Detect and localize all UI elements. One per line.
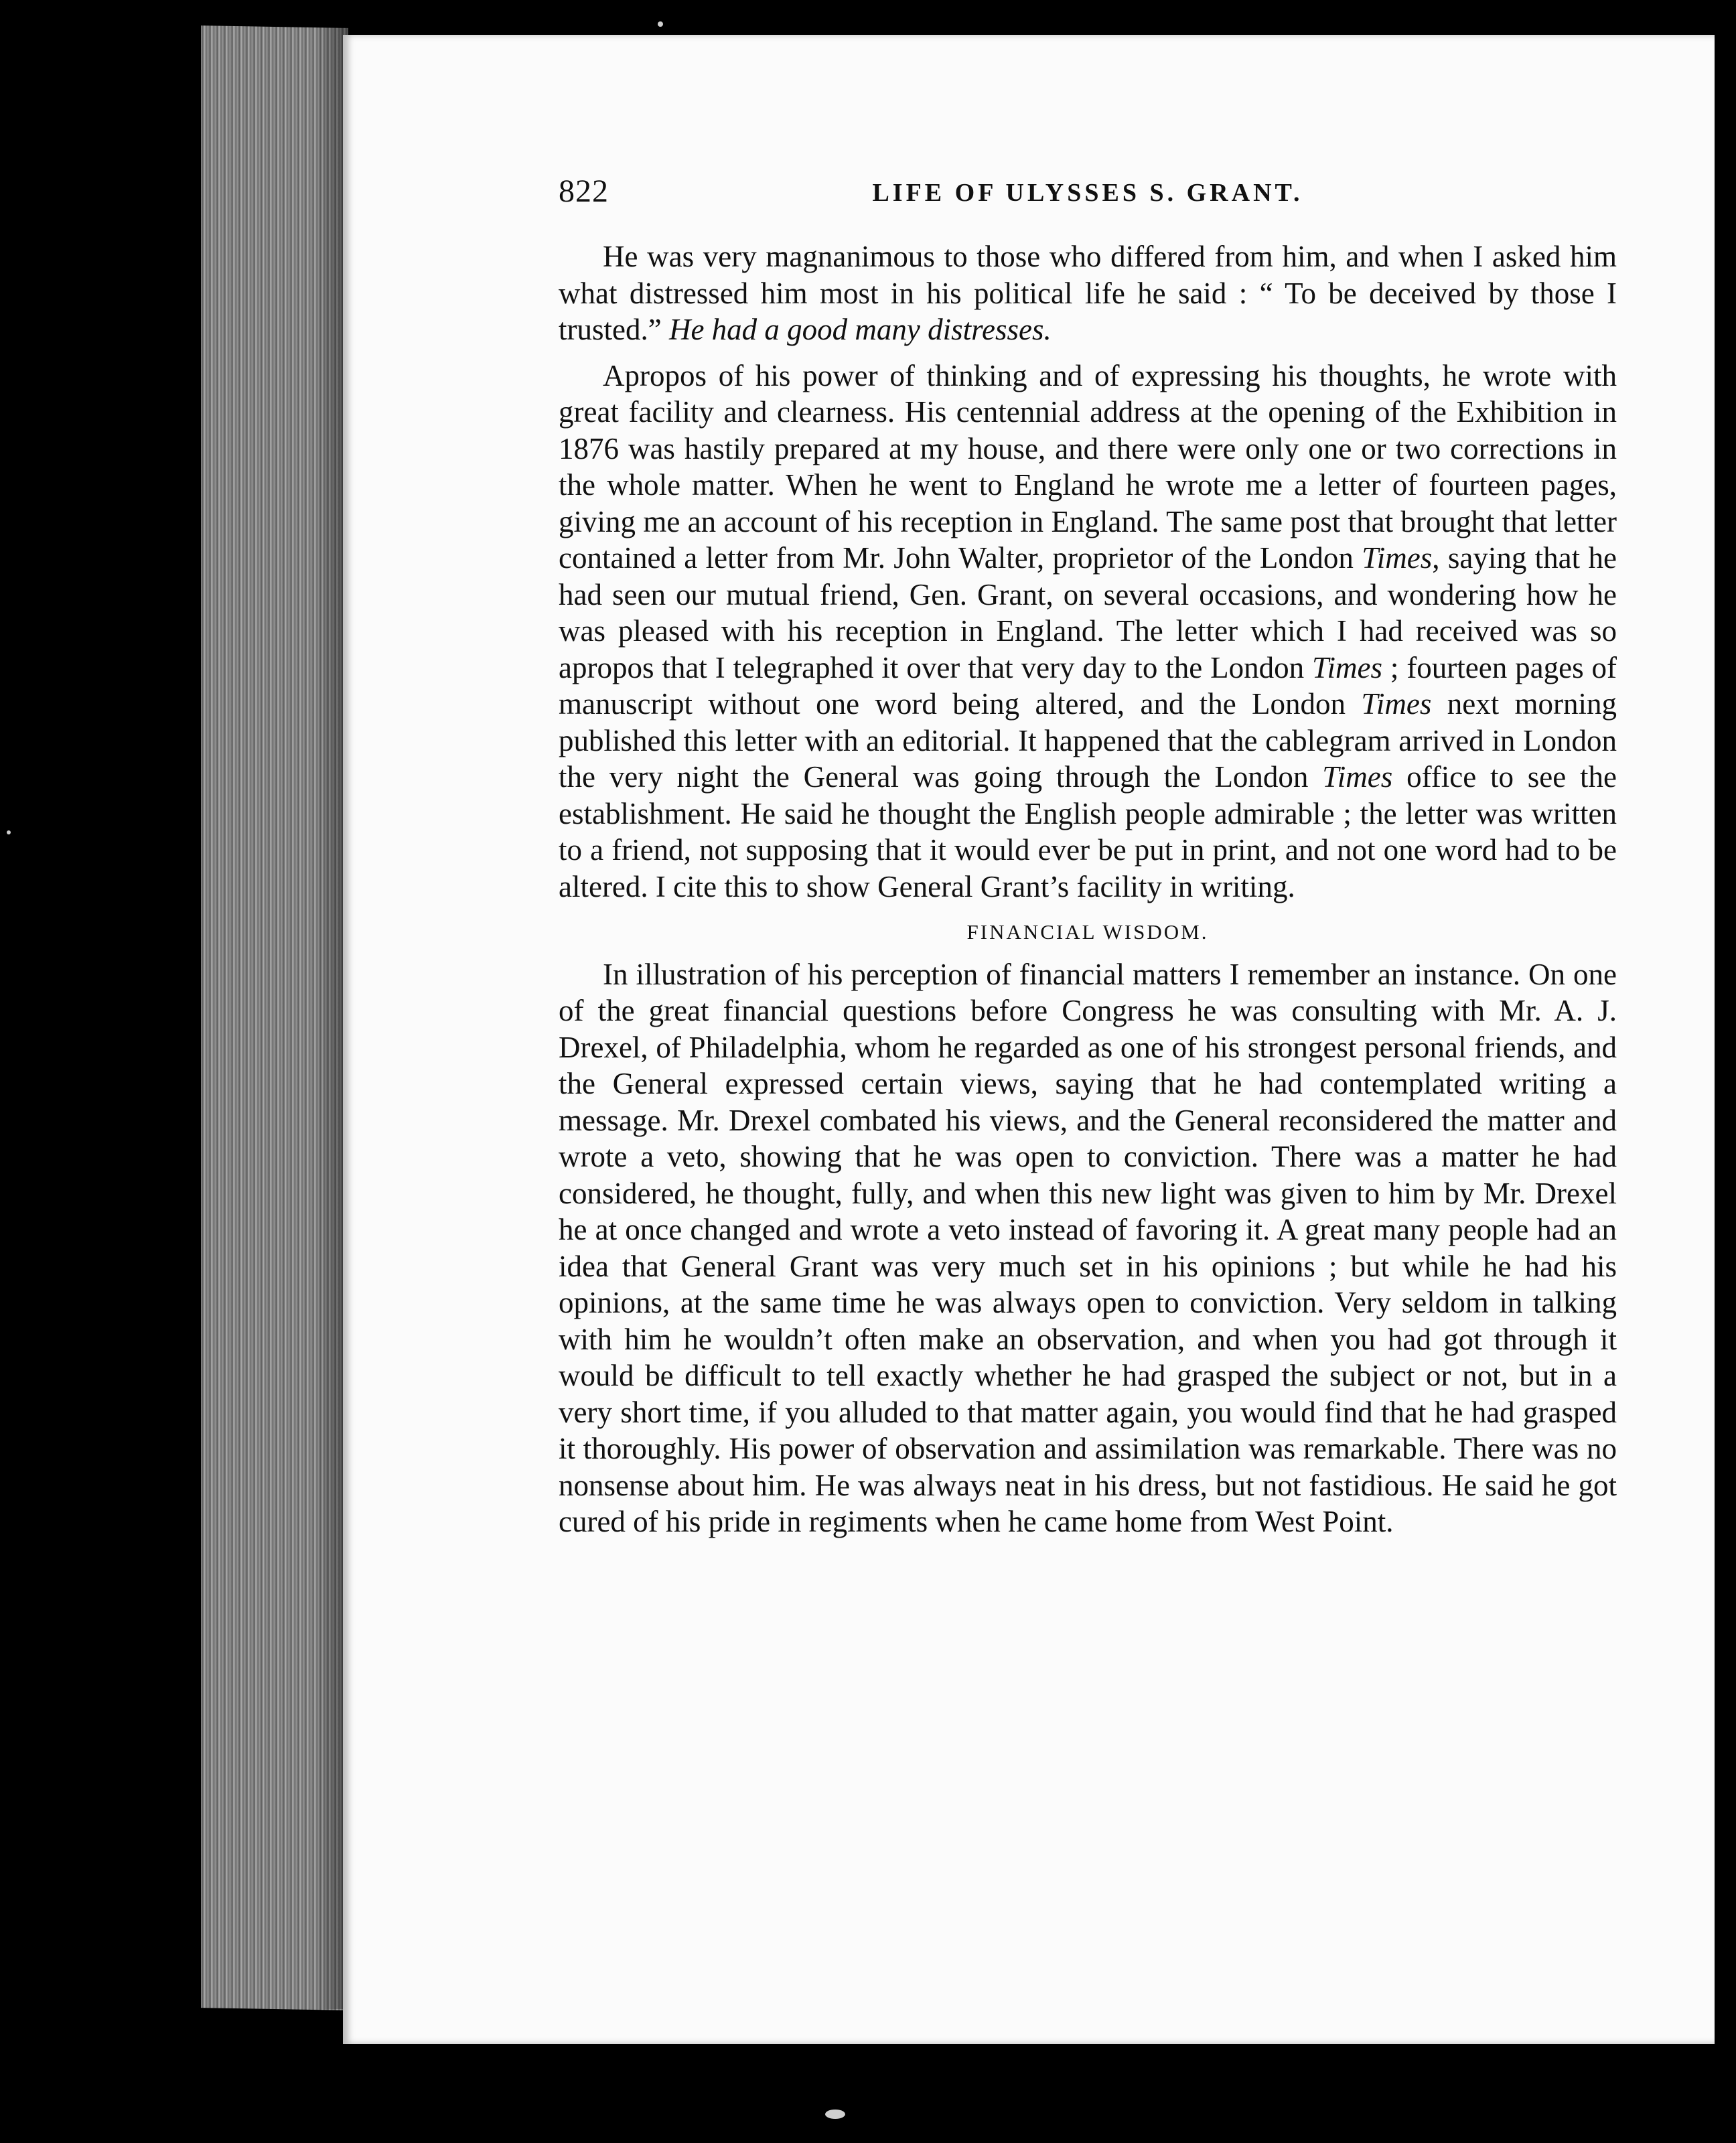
scan-speck: [7, 830, 11, 834]
text-block: [559, 173, 1617, 1550]
text-run-italic: Times: [1311, 650, 1383, 684]
text-run-italic: Times: [1361, 687, 1432, 721]
page-number: 822: [559, 173, 609, 209]
text-run: In illustration of his perception of financial matters I remember an instance. On one of the great financial questions before Congress he was consulting with Mr. A. J. Drexel, of Philadelphia, whom he regarded as one of his strongest personal friends, and the General expressed certain views, saying that he had contemplated writing a message. Mr. Drexel combated his views, and the General reconsidered the matter and wrote a veto, showing that he was open to conviction. There was a matter he had considered, he thought, fully, and when this new light was given to him by Mr. Drexel he at once changed and wrote a veto instead of favoring it. A great many people had an idea that General Grant was very much set in his opinions ; but while he had his opinions, at the same time he was always open to conviction. Very seldom in talking with him he wouldn’t often make an observation, and when you had got through it would be difficult to tell exactly whether he had grasped the subject or not, but in a very short time, if you alluded to that matter again, you would find that he had grasped it thoroughly. His power of observation and assimilation was remarkable. There was no nonsense about him. He was always neat in his dress, but not fastidious. He said he got cured of his pride in regiments when he came home from West Point.: [559, 957, 1617, 1538]
text-run-italic: Times: [1362, 541, 1433, 575]
scan-speck: [658, 21, 663, 27]
text-run: next morning published this letter with an editorial. It happened that the cablegram arrived in London the very night the General was going through the London: [559, 687, 1617, 794]
scan-speck: [825, 2110, 845, 2119]
text-run: Apropos of his power of thinking and of expressing his thoughts, he wrote with great facility and clearness. His centennial address at the opening of the Exhibition in 1876 was hastily prepared at my house, and there were only one or two corrections in the whole matter. When he went to England he wrote me a letter of fourteen pages, giving me an account of his reception in England. The same post that brought that letter contained a letter from Mr. John Walter, proprietor of the London: [559, 358, 1617, 575]
running-head: [559, 173, 1617, 226]
text-run: , saying that he had seen our mutual friend, Gen. Grant, on several occasions, and wondering how he was pleased with his reception in England. The letter which I had received was so apropos that I telegraphed it over that very day to the London: [559, 541, 1617, 684]
text-run: ; fourteen pages of manuscript without one word being altered, and the London: [559, 650, 1617, 721]
running-title: LIFE OF ULYSSES S. GRANT.: [872, 179, 1303, 207]
text-run-italic: Times: [1322, 760, 1393, 794]
book-page: [343, 35, 1715, 2044]
paragraph-financial-wisdom: [559, 956, 1617, 1540]
text-run: He was very magnanimous to those who differed from him, and when I asked him what distressed him most in his political life he said : “ To be deceived by those I trusted.”: [559, 240, 1617, 346]
paragraph-facility-in-writing: [559, 358, 1617, 905]
text-run: office to see the establishment. He said he thought the English people admirable ; the letter was written to a friend, not supposing that it would ever be put in print, and not one word had to be altered. I cite this to show General Grant’s facility in writing.: [559, 760, 1617, 903]
body-text: [559, 238, 1617, 1540]
paragraph-magnanimous: [559, 238, 1617, 348]
section-heading: FINANCIAL WISDOM.: [966, 920, 1209, 944]
text-run-italic: He had a good many distresses.: [668, 313, 1052, 346]
